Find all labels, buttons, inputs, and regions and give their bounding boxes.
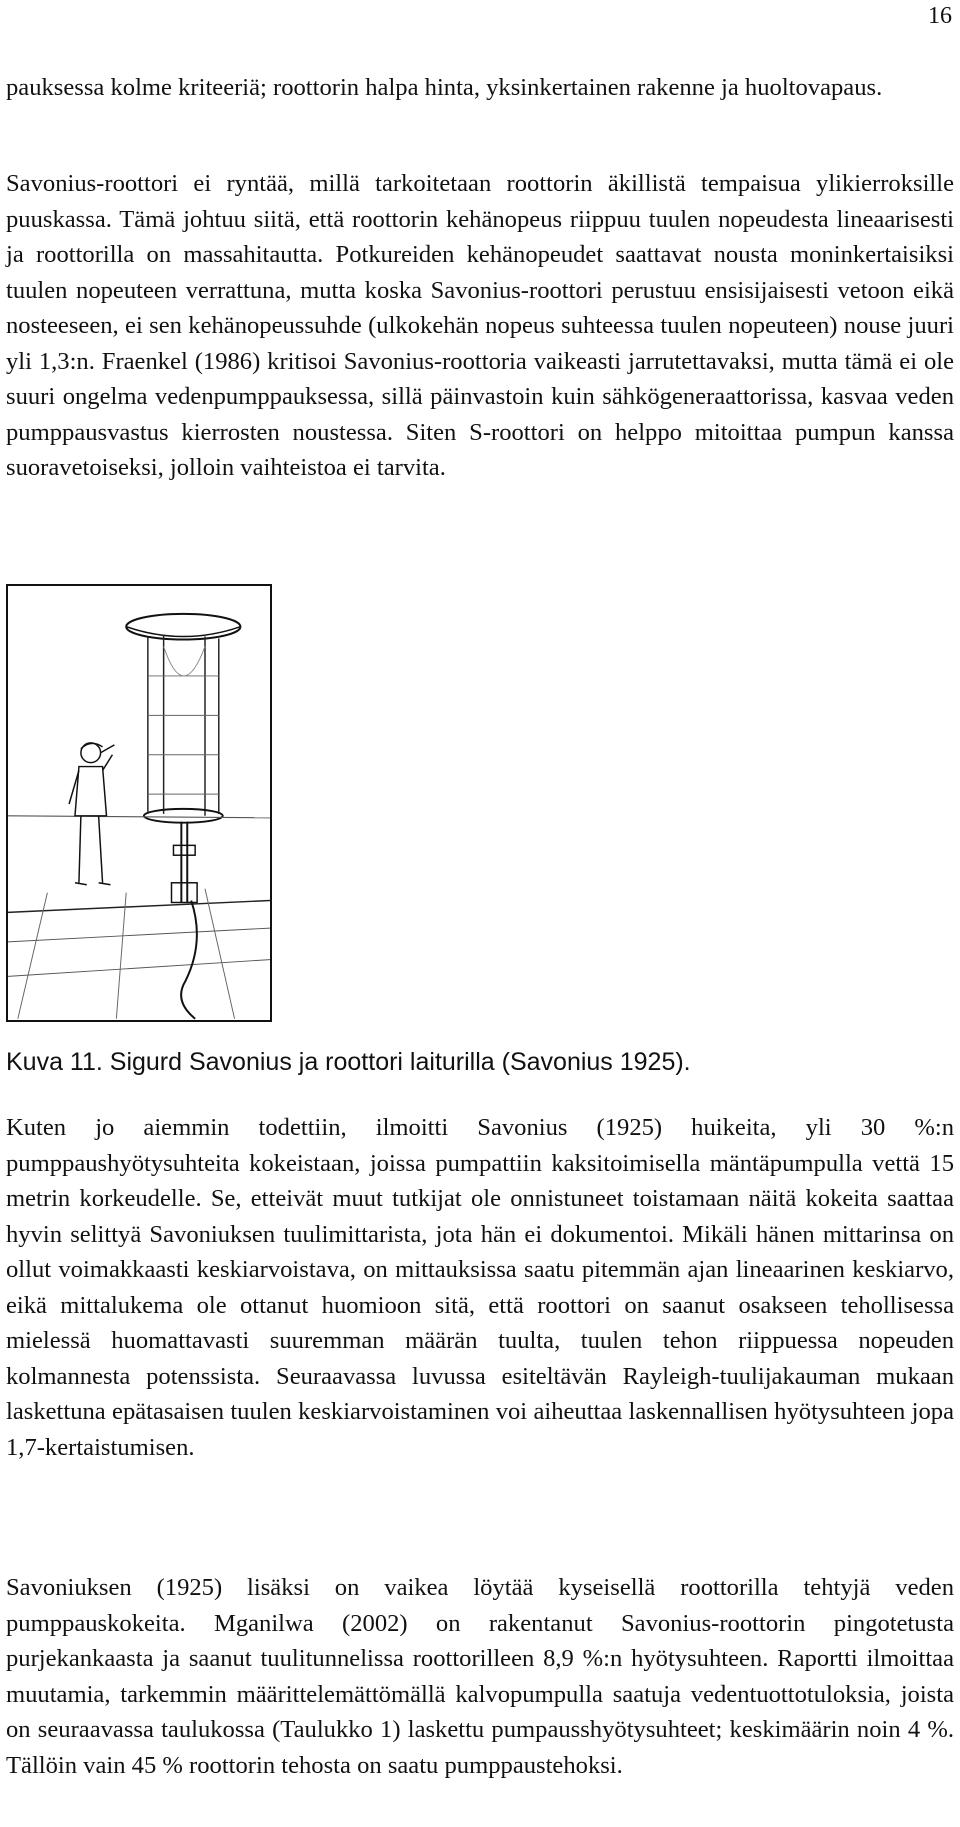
- figure-savonius-photo: [6, 584, 272, 1022]
- figure-caption: Kuva 11. Sigurd Savonius ja roottori laiturilla (Savonius 1925).: [6, 1048, 691, 1076]
- paragraph-savonius-overspeed: Savonius-roottori ei ryntää, millä tarkoitetaan roottorin äkillistä tempaisua ylikierroksille puuskassa. Tämä johtuu siitä, että roottorin kehänopeus riippuu tuulen nopeudesta lineaarisesti ja roottorilla on massahitautta. Potkureiden kehänopeudet saattavat nousta moninkertaisiksi tuulen nopeuteen verrattuna, mutta koska Savonius-roottori perustuu ensisijaisesti vetoon eikä nosteeseen, ei sen kehänopeussuhde (ulkokehän nopeus suhteessa tuulen nopeuteen) nouse juuri yli 1,3:n. Fraenkel (1986) kritisoi Savonius-roottoria vaikeasti jarrutettavaksi, mutta tämä ei ole suuri ongelma vedenpumppauksessa, sillä päinvastoin kuin sähkögeneraattorissa, kasvaa veden pumppausvastus kierrosten noustessa. Siten S-roottori on helppo mitoittaa pumpun kanssa suoravetoiseksi, jolloin vaihteistoa ei tarvita.: [6, 170, 954, 481]
- paragraph-pumping-efficiency: Kuten jo aiemmin todettiin, ilmoitti Savonius (1925) huikeita, yli 30 %:n pumppaushyötysuhteita kokeistaan, joissa pumpattiin kaksitoimisella mäntäpumpulla vettä 15 metrin korkeudelle. Se, etteivät muut tutkijat ole onnistuneet toistamaan näitä kokeita saattaa hyvin selittyä Savoniuksen tuulimittarista, jota hän ei dokumentoi. Mikäli hänen mittarinsa on ollut voimakkaasti keskiarvoistava, on mittauksissa saatu pitemmän ajan lineaarinen keskiarvo, eikä mittalukema ole ottanut huomioon sitä, että roottori on saanut osakseen tehollisessa mielessä huomattavasti suuremman määrän tuulta, tuulen tehon riippuessa nopeuden kolmannesta potenssista. Seuraavassa luvussa esiteltävän Rayleigh-tuulijakauman mukaan laskettuna epätasaisen tuulen keskiarvoistaminen voi aiheuttaa laskennallisen hyötysuhteen jopa 1,7-kertaistumisen.: [6, 1114, 954, 1461]
- savonius-rotor-illustration: [8, 586, 270, 1020]
- paragraph-criteria: pauksessa kolme kriteeriä; roottorin halpa hinta, yksinkertainen rakenne ja huoltovapaus.: [6, 74, 883, 101]
- page-number: 16: [928, 3, 952, 29]
- paragraph-mganilwa: Savoniuksen (1925) lisäksi on vaikea löytää kyseisellä roottorilla tehtyjä veden pumppauskokeita. Mganilwa (2002) on rakentanut Savonius-roottorin pingotetusta purjekankaasta ja saanut tuulitunnelissa roottorilleen 8,9 %:n hyötysuhteen. Raportti ilmoittaa muutamia, tarkemmin määrittelemättömällä kalvopumpulla saatuja vedentuottotuloksia, joista on seuraavassa taulukossa (Taulukko 1) laskettu pumpausshyötysuhteet; keskimäärin noin 4 %. Tällöin vain 45 % roottorin tehosta on saatu pumppaustehoksi.: [6, 1574, 954, 1779]
